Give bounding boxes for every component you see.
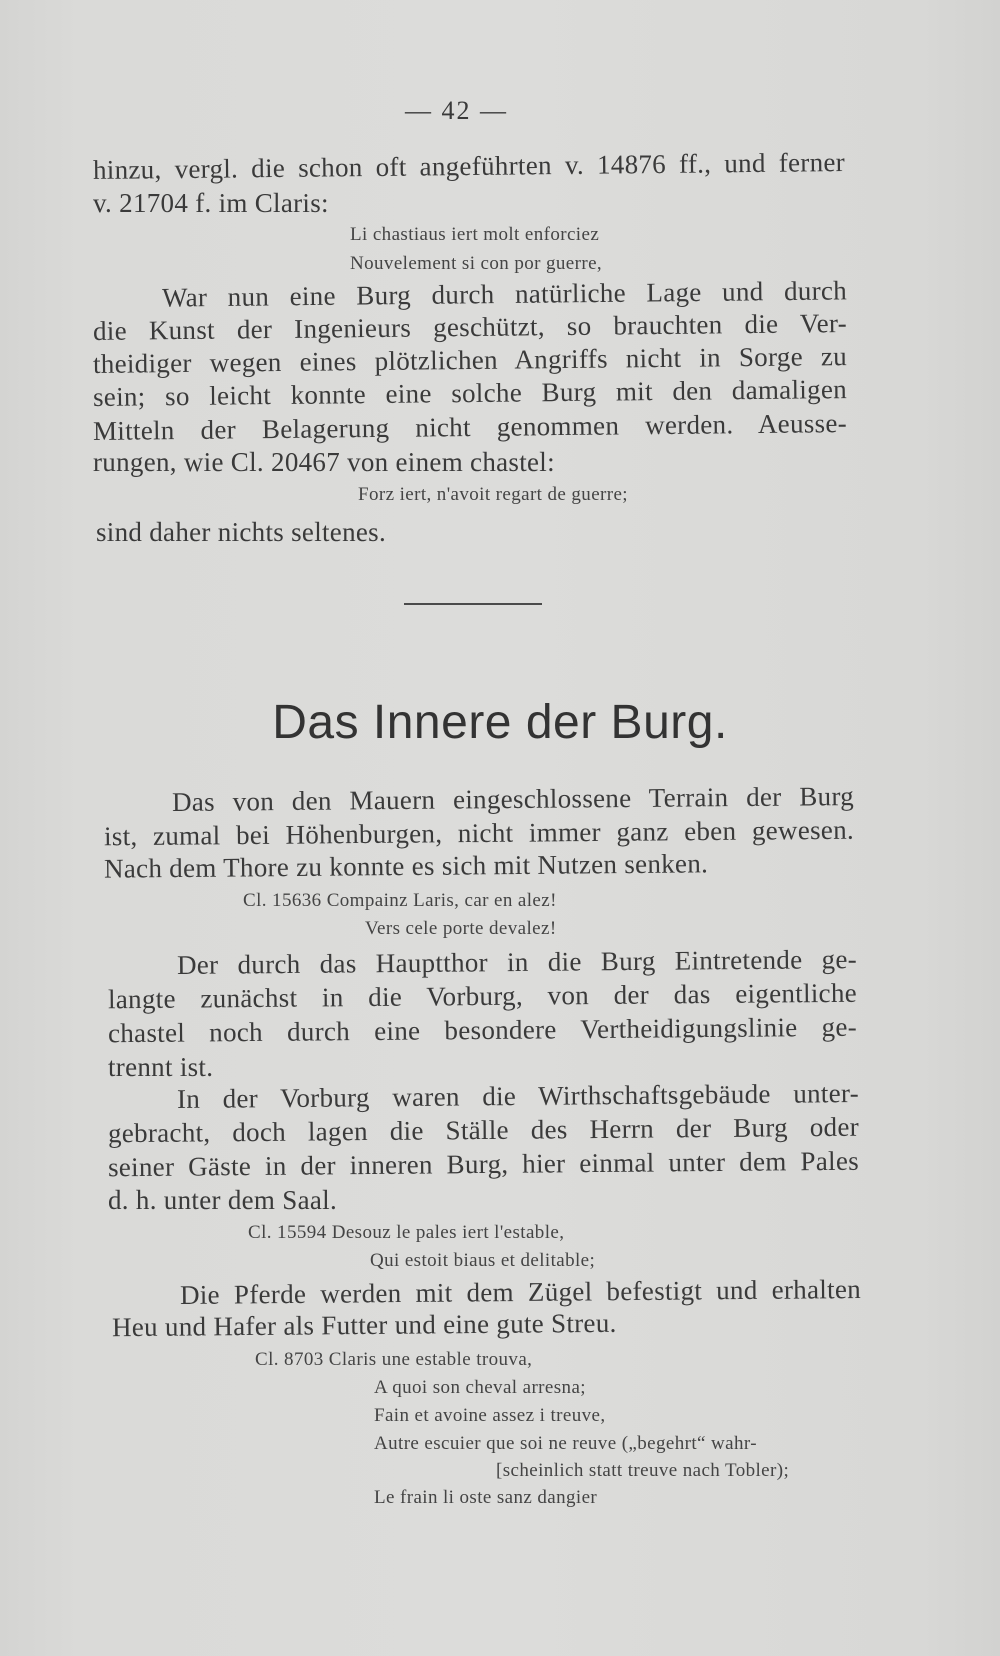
quote-line: Cl. 8703 Claris une estable trouva, [255, 1349, 533, 1370]
quote-line: Nouvelement si con por guerre, [350, 253, 603, 274]
quote-line: Forz iert, n'avoit regart de guerre; [358, 484, 628, 505]
quote-line: Fain et avoine assez i treuve, [374, 1405, 606, 1426]
text-line: Mitteln der Belagerung nicht genommen werden. Aeusse- [92, 408, 848, 446]
page-number: — 42 — [405, 96, 508, 125]
quote-line: A quoi son cheval arresna; [374, 1377, 586, 1398]
text-line: rungen, wie Cl. 20467 von einem chastel: [93, 447, 555, 477]
text-line: Die Pferde werden mit dem Zügel befestigt und erhalten [179, 1274, 862, 1310]
text-line: sein; so leicht konnte eine solche Burg mit den damaligen [92, 374, 848, 412]
quote-line: Qui estoit biaus et delitable; [370, 1250, 596, 1271]
quote-line: Vers cele porte devalez! [365, 918, 557, 939]
quote-line: Cl. 15594 Desouz le pales iert l'estable, [248, 1222, 565, 1243]
text-line: Der durch das Hauptthor in die Burg Eintretende ge- [176, 944, 858, 980]
text-line: theidiger wegen eines plötzlichen Angriffs nicht in Sorge zu [92, 341, 848, 379]
section-heading: Das Innere der Burg. [272, 696, 728, 749]
text-line: v. 21704 f. im Claris: [93, 188, 329, 218]
quote-line: Cl. 15636 Compainz Laris, car en alez! [243, 890, 557, 911]
text-line: In der Vorburg waren die Wirthschaftsgebäude unter- [176, 1078, 860, 1114]
text-line: seiner Gäste in der inneren Burg, hier einmal unter dem Pales [107, 1145, 860, 1183]
text-line: sind daher nichts seltenes. [96, 517, 387, 547]
text-line: ist, zumal bei Höhenburgen, nicht immer ganz eben gewesen. [103, 814, 855, 852]
text-line: gebracht, doch lagen die Ställe des Herrn der Burg oder [107, 1111, 860, 1149]
text-line: d. h. unter dem Saal. [108, 1185, 337, 1215]
text-line: Heu und Hafer als Futter und eine gute Streu. [111, 1307, 617, 1343]
section-divider [404, 603, 542, 605]
quote-line: Li chastiaus iert molt enforciez [350, 224, 600, 245]
text-line: die Kunst der Ingenieurs geschützt, so brauchten die Ver- [92, 308, 848, 346]
text-line: Das von den Mauern eingeschlossene Terrain der Burg [171, 781, 855, 817]
quote-line: [scheinlich statt treuve nach Tobler); [496, 1460, 790, 1481]
text-line: hinzu, vergl. die schon oft angeführten v. 14876 ff., und ferner [92, 147, 846, 185]
quote-line: Autre escuier que soi ne reuve („begehrt“ wahr- [374, 1433, 757, 1454]
quote-line: Le frain li oste sanz dangier [374, 1487, 598, 1508]
text-line: trennt ist. [108, 1052, 214, 1082]
text-line: War nun eine Burg durch natürliche Lage und durch [161, 275, 848, 313]
text-line: Nach dem Thore zu konnte es sich mit Nutzen senken. [103, 848, 709, 884]
text-line: chastel noch durch eine besondere Vertheidigungslinie ge- [107, 1011, 858, 1049]
text-line: langte zunächst in die Vorburg, von der das eigentliche [107, 977, 858, 1015]
